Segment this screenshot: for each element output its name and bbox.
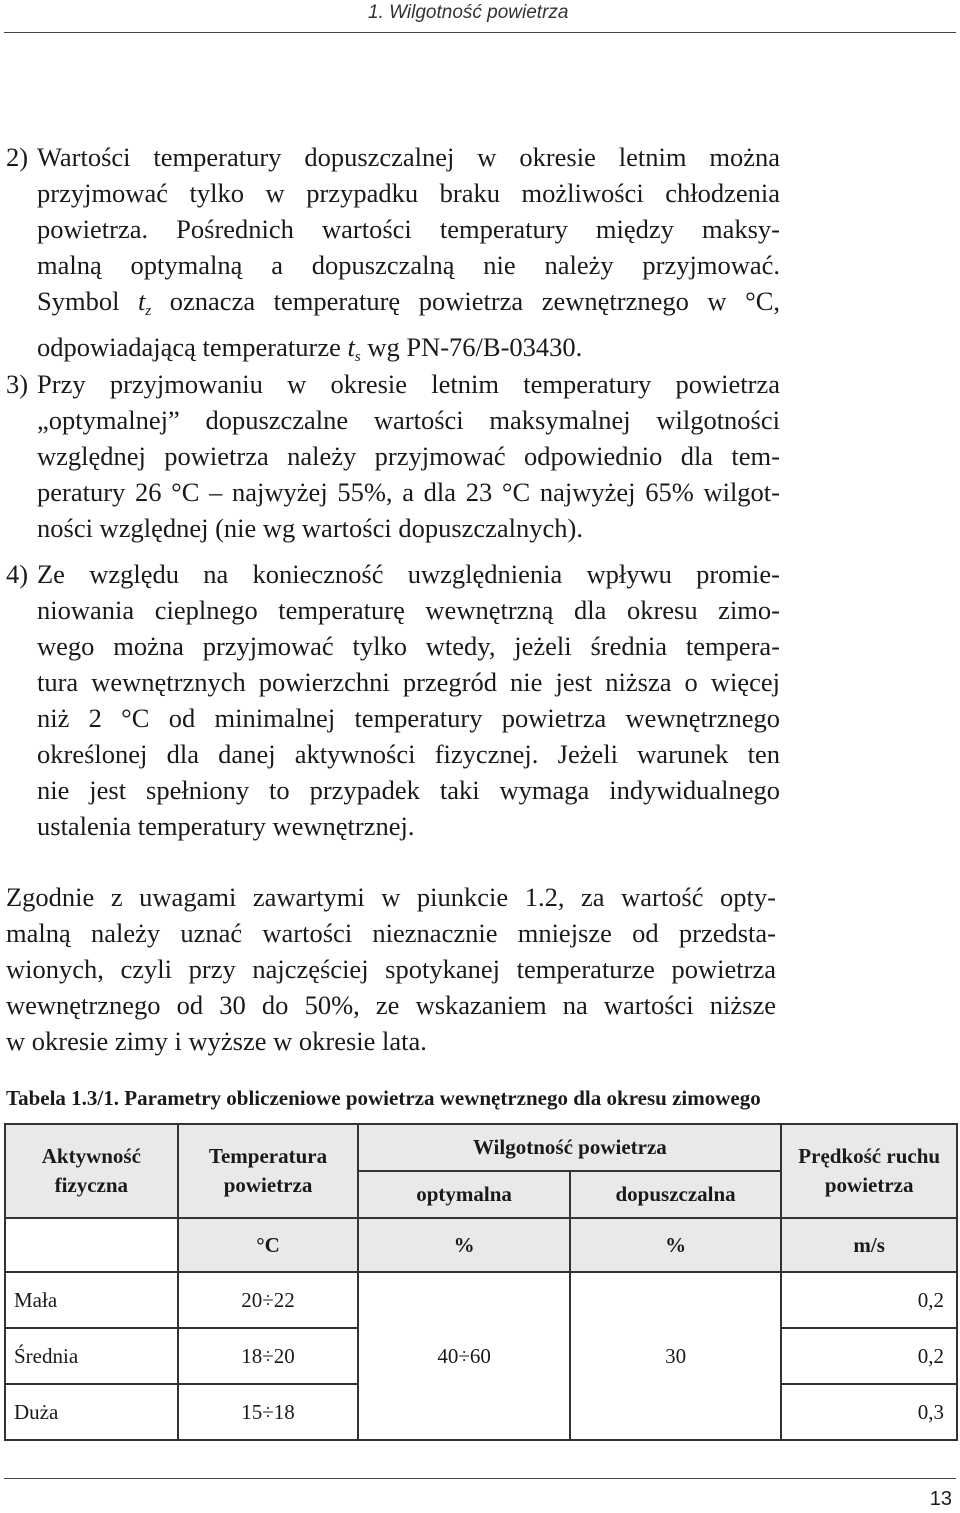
note-line: Ze względu na konieczność uwzględnienia wpływu promie- [37,559,780,589]
note-line: Wartości temperatury dopuszczalnej w okresie letnim można [37,142,780,172]
note-2 [6,139,780,375]
footer-rule [4,1478,956,1479]
text-fragment: Symbol [37,286,120,316]
header-rule [4,32,956,33]
symbol-subscript: s [354,349,361,365]
header-optimal: optymalna [358,1171,569,1218]
table-header-row [5,1124,957,1171]
page-header [0,0,960,33]
header-temperature: Temperatura powietrza [178,1124,359,1218]
note-line: malną optymalną a dopuszczalną nie należy przyjmować. [37,250,780,280]
symbol-letter: t [138,286,146,316]
note-number: 2) [6,142,29,172]
table-caption: Tabela 1.3/1. Parametry obliczeniowe powietrza wewnętrznego dla okresu zimowego [6,1086,761,1110]
parameters-table [4,1123,958,1441]
note-line: niowania cieplnego temperaturę wewnętrzną dla okresu zimo- [37,595,780,625]
header-activity: Aktywność fizyczna [5,1124,178,1218]
note-line: ności względnej (nie wg wartości dopuszczalnych). [37,513,584,543]
table-row [5,1272,957,1328]
note-line: określonej dla danej aktywności fizycznej. Jeżeli warunek ten [37,739,780,769]
unit-temperature: °C [178,1218,359,1272]
symbol-letter: t [347,332,355,362]
cell-speed: 0,2 [781,1272,957,1328]
table-units-row [5,1218,957,1272]
cell-speed: 0,3 [781,1384,957,1440]
cell-activity: Duża [5,1384,178,1440]
note-line: względnej powietrza należy przyjmować odpowiednio dla tem- [37,441,780,471]
note-3 [6,366,780,546]
note-4 [6,556,780,844]
unit-speed: m/s [781,1218,957,1272]
cell-temperature: 18÷20 [178,1328,359,1384]
paragraph-line: wionych, czyli przy najczęściej spotykanej temperaturze powietrza [6,954,776,984]
symbol-ts [347,332,361,365]
note-line: ustalenia temperatury wewnętrznej. [37,811,415,841]
cell-permissible-merged: 30 [570,1272,782,1440]
text-fragment: odpowiadającą temperaturze [37,332,341,362]
body-paragraph [6,879,776,1059]
symbol-subscript: z [145,303,152,319]
cell-activity: Średnia [5,1328,178,1384]
page-number: 13 [929,1488,952,1510]
text-fragment: wg PN-76/B-03430. [367,332,583,362]
note-line: Przy przyjmowaniu w okresie letnim temperatury powietrza [37,369,780,399]
units-empty-cell [5,1218,178,1272]
note-line: powietrza. Pośrednich wartości temperatury między maksy- [37,214,780,244]
header-speed: Prędkość ruchu powietrza [781,1124,957,1218]
note-line: wego można przyjmować tylko wtedy, jeżeli średnia tempera- [37,631,780,661]
note-line: „optymalnej” dopuszczalne wartości maksymalnej wilgotności [37,405,780,435]
running-title: 1. Wilgotność powietrza [368,2,569,23]
paragraph-line: Zgodnie z uwagami zawartymi w piunkcie 1.2, za wartość opty- [6,882,776,912]
cell-temperature: 20÷22 [178,1272,359,1328]
paragraph-line: w okresie zimy i wyższe w okresie lata. [6,1026,427,1056]
cell-activity: Mała [5,1272,178,1328]
note-line: przyjmować tylko w przypadku braku możliwości chłodzenia [37,178,780,208]
header-permissible: dopuszczalna [570,1171,782,1218]
note-line: niż 2 °C od minimalnej temperatury powietrza wewnętrznego [37,703,780,733]
cell-temperature: 15÷18 [178,1384,359,1440]
symbol-tz [138,286,152,319]
paragraph-line: wewnętrznego od 30 do 50%, ze wskazaniem na wartości niższe [6,990,776,1020]
note-number: 3) [6,369,29,399]
note-line-symbol-tz [37,283,780,329]
note-line: nie jest spełniony to przypadek taki wymaga indywidualnego [37,775,780,805]
note-line: tura wewnętrznych powierzchni przegród nie jest niższa o więcej [37,667,780,697]
unit-optimal: % [358,1218,569,1272]
note-line: peratury 26 °C – najwyżej 55%, a dla 23 °C najwyżej 65% wilgot- [37,477,780,507]
cell-optimal-merged: 40÷60 [358,1272,569,1440]
cell-speed: 0,2 [781,1328,957,1384]
text-fragment: oznacza temperaturę powietrza zewnętrznego w °C, [169,286,780,316]
header-humidity: Wilgotność powietrza [358,1124,781,1171]
unit-permissible: % [570,1218,782,1272]
paragraph-line: malną należy uznać wartości nieznacznie mniejsze od przedsta- [6,918,776,948]
note-number: 4) [6,559,29,589]
